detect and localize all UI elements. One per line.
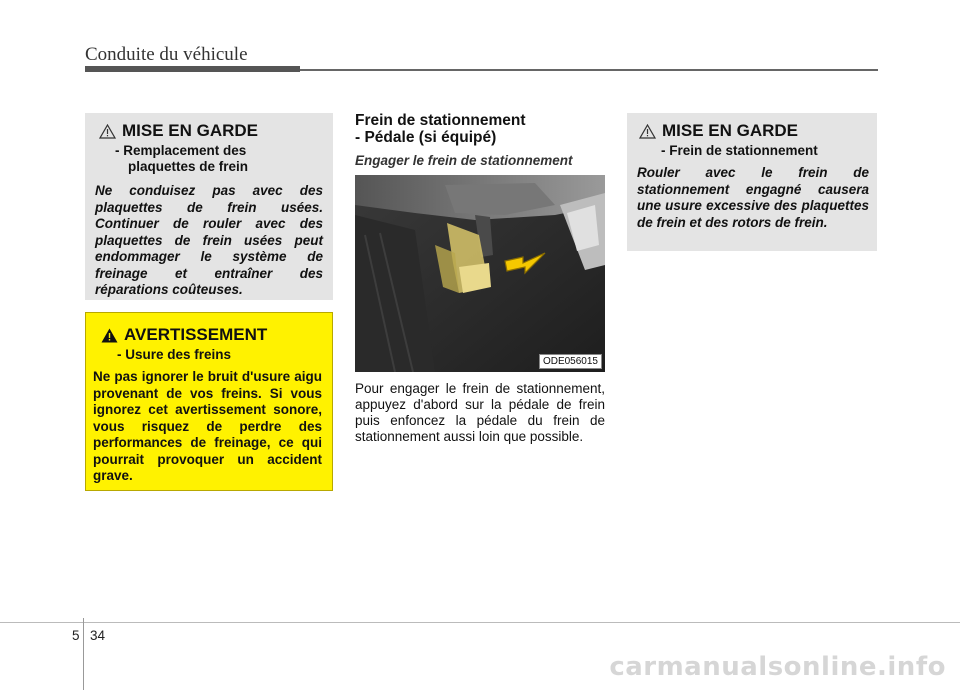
caution-body: Rouler avec le frein de stationnement engagné causera une usure excessive des plaquettes de frein et des rotors de frein. <box>637 165 869 230</box>
image-code-label: ODE056015 <box>539 354 602 369</box>
caution-body: Ne conduisez pas avec des plaquettes de frein usées. Continuer de rouler avec des plaquettes de frein usées peut endommager le système de freinage et entraîner des réparations coûteuses. <box>95 183 323 297</box>
section-title <box>355 112 615 146</box>
header-bar-thin <box>300 69 878 71</box>
warning-body: Ne pas ignorer le bruit d'usure aigu provenant de vos freins. Si vous ignorez cet avertissement sonore, vous risquez de perdre des performances de freinage, ce qui pourrait provoquer un accident grave. <box>93 369 322 483</box>
caution-triangle-icon <box>639 124 656 139</box>
caution-box-brake-pads <box>85 113 333 300</box>
section-title-line-2: - Pédale (si équipé) <box>355 129 497 146</box>
site-watermark: carmanualsonline.info <box>609 652 946 682</box>
caution-triangle-icon <box>99 124 116 139</box>
footer-divider <box>0 622 960 623</box>
warning-subtitle: - Usure des freins <box>117 347 232 362</box>
section-title-line-1: Frein de stationnement <box>355 112 526 129</box>
parking-brake-pedal-photo <box>355 175 605 372</box>
warning-heading: AVERTISSEMENT <box>124 325 268 344</box>
pedal-illustration <box>355 175 605 372</box>
section-subtitle: Engager le frein de stationnement <box>355 153 573 168</box>
caution-box-parking-brake <box>627 113 877 251</box>
caution-subtitle: - Frein de stationnement <box>661 143 818 158</box>
header-bar-thick <box>85 66 300 72</box>
caution-subtitle-2: plaquettes de frein <box>128 159 249 174</box>
caution-subtitle-1: - Remplacement des <box>115 143 247 158</box>
warning-box-brake-wear <box>85 312 333 491</box>
footer-vertical-rule <box>83 618 84 690</box>
caution-heading: MISE EN GARDE <box>662 121 799 140</box>
page-number: 34 <box>90 628 106 643</box>
warning-triangle-icon <box>101 328 118 343</box>
caution-heading: MISE EN GARDE <box>122 121 259 140</box>
page-header-title: Conduite du véhicule <box>85 44 248 65</box>
chapter-number: 5 <box>72 628 80 643</box>
section-body: Pour engager le frein de stationnement, appuyez d'abord sur la pédale de frein puis enfoncez la pédale du frein de stationnement aussi loin que possible. <box>355 381 605 444</box>
